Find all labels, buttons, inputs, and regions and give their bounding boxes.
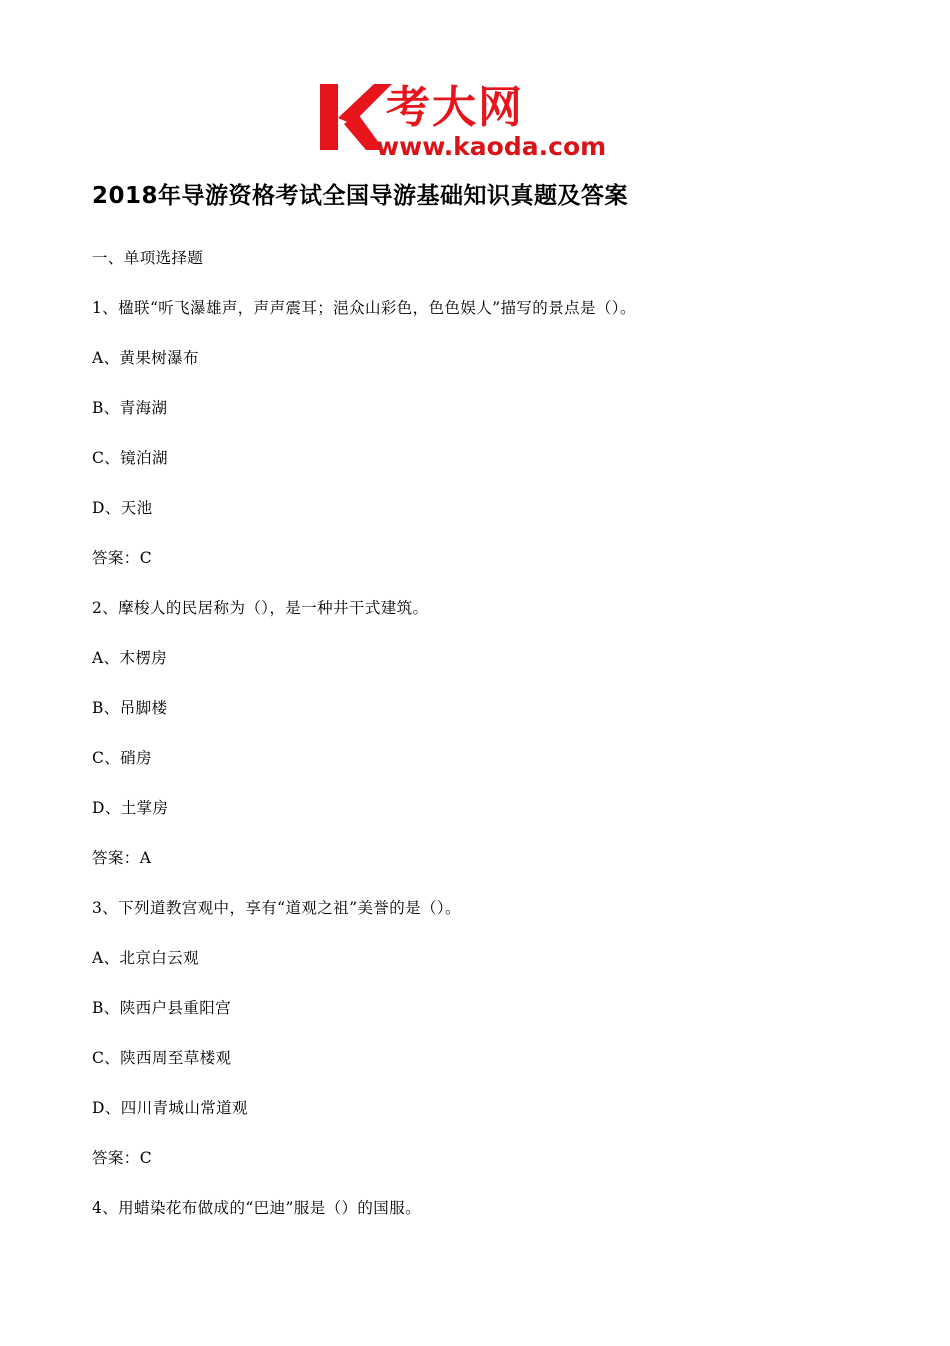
answer-text: 答案：A xyxy=(92,849,152,867)
option-a: A、黄果树瀑布 xyxy=(92,349,199,367)
option-d: D、土掌房 xyxy=(92,799,169,817)
question-text: 4、用蜡染花布做成的“巴迪”服是（）的国服。 xyxy=(92,1199,422,1217)
question-block-1 xyxy=(92,290,892,590)
page-title: 2018年导游资格考试全国导游基础知识真题及答案 xyxy=(92,183,629,209)
option-b: B、陕西户县重阳宫 xyxy=(92,999,231,1017)
question-text: 3、下列道教宫观中，享有“道观之祖”美誉的是（）。 xyxy=(92,899,461,917)
kaoda-logo-graphic xyxy=(318,78,640,160)
question-text: 1、楹联“听飞瀑雄声，声声震耳；浥众山彩色，色色娱人”描写的景点是（）。 xyxy=(92,299,636,317)
question-block-2 xyxy=(92,590,892,890)
option-a: A、木楞房 xyxy=(92,649,168,667)
option-c: C、镜泊湖 xyxy=(92,449,168,467)
option-c: C、陕西周至草楼观 xyxy=(92,1049,232,1067)
answer-text: 答案：C xyxy=(92,1149,152,1167)
logo-url-text: www.kaoda.com xyxy=(376,132,607,160)
question-block-3 xyxy=(92,890,892,1190)
question-text: 2、摩梭人的民居称为（），是一种井干式建筑。 xyxy=(92,599,429,617)
answer-text: 答案：C xyxy=(92,549,152,567)
document-body xyxy=(92,240,892,1240)
option-c: C、硝房 xyxy=(92,749,152,767)
kaoda-logo xyxy=(318,78,640,160)
logo-brand-text: 考大网 xyxy=(386,82,524,133)
question-block-4 xyxy=(92,1190,892,1240)
option-b: B、吊脚楼 xyxy=(92,699,168,717)
option-a: A、北京白云观 xyxy=(92,949,199,967)
option-b: B、青海湖 xyxy=(92,399,168,417)
option-d: D、四川青城山常道观 xyxy=(92,1099,248,1117)
option-d: D、天池 xyxy=(92,499,153,517)
section-heading: 一、单项选择题 xyxy=(92,249,204,267)
